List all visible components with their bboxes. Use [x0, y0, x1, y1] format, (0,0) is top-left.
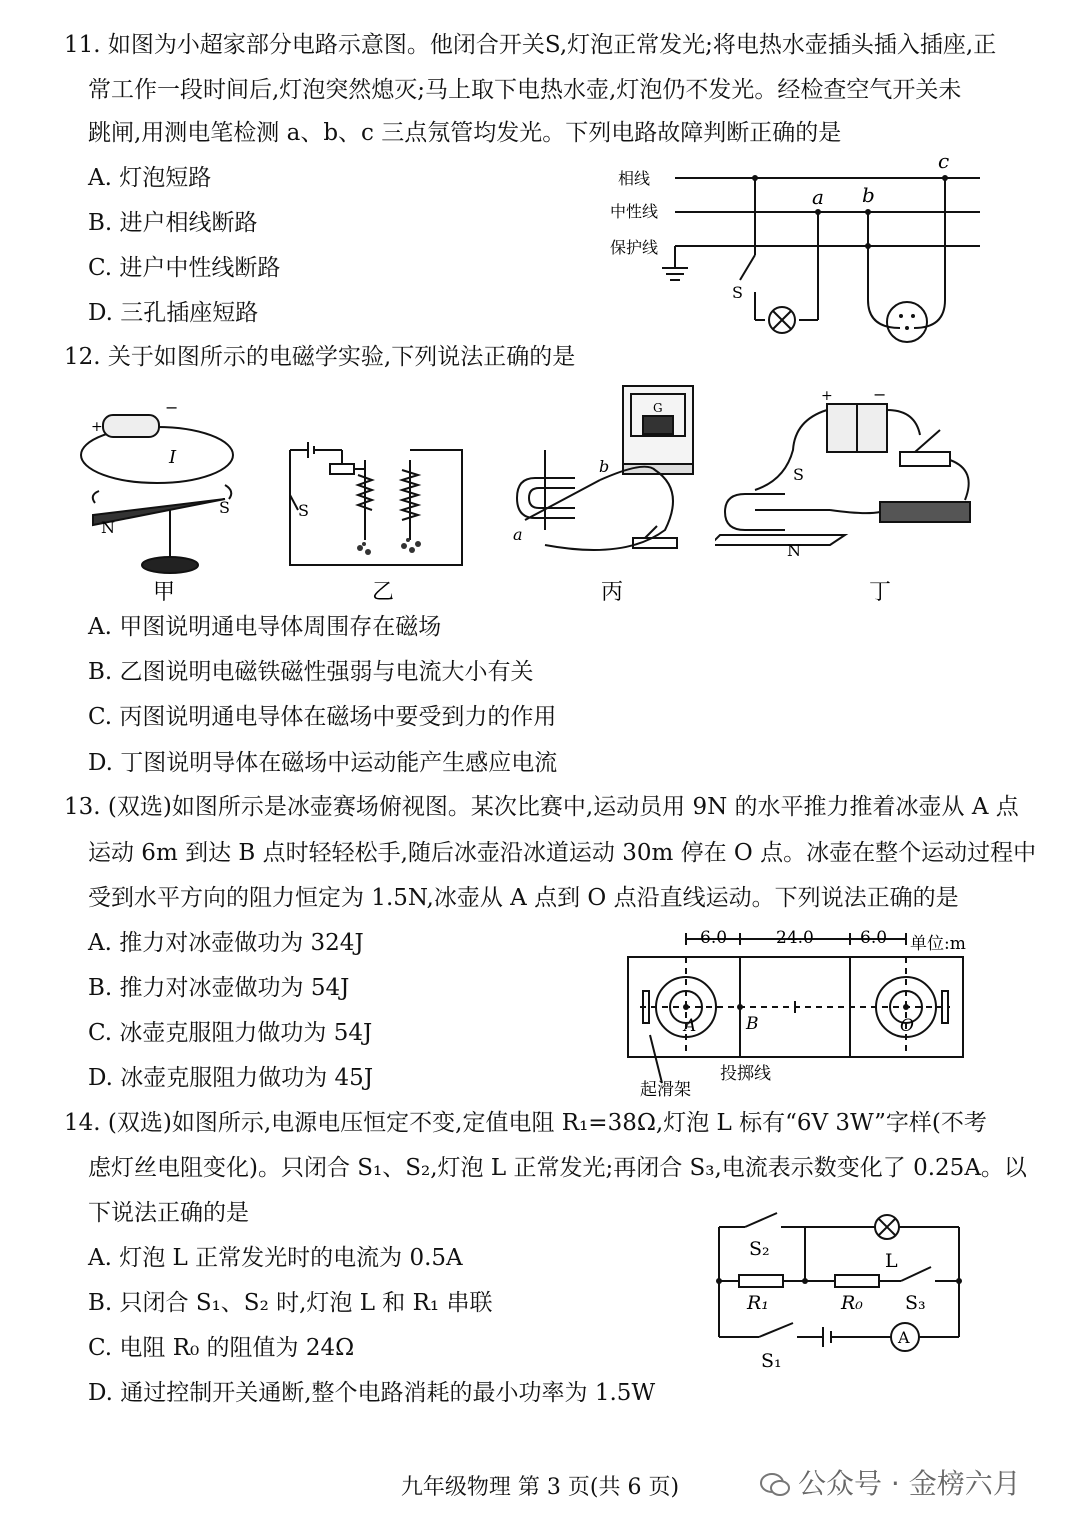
ding-south-label: S	[793, 465, 804, 484]
q11-option-a: A. 灯泡短路	[88, 165, 212, 191]
jia-south-label: S	[219, 498, 230, 517]
point-b-label: B	[746, 1014, 759, 1034]
ammeter-icon: A	[898, 1328, 910, 1347]
q14-option-b: B. 只闭合 S₁、S₂ 时,灯泡 L 和 R₁ 串联	[88, 1290, 493, 1316]
q12-figure-ding	[715, 390, 985, 605]
q11-circuit-figure	[600, 150, 1020, 350]
q11-option-d: D. 三孔插座短路	[88, 300, 259, 326]
point-a-label: a	[812, 185, 824, 209]
throw-line-label: 投掷线	[720, 1064, 771, 1084]
q12-option-d: D. 丁图说明导体在磁场中运动能产生感应电流	[88, 750, 558, 776]
start-frame-label: 起滑架	[640, 1080, 691, 1100]
jia-caption: 甲	[153, 580, 176, 605]
page-footer: 九年级物理 第 3 页(共 6 页)	[400, 1475, 680, 1500]
switch-s-label: S	[732, 283, 743, 302]
jia-minus-label: −	[165, 398, 179, 417]
q12-figure-yi	[280, 430, 470, 605]
neutral-wire-label: 中性线	[610, 202, 659, 221]
yi-switch-label: S	[298, 501, 309, 520]
q13-stem-line3: 受到水平方向的阻力恒定为 1.5N,冰壶从 A 点到 O 点沿直线运动。下列说法正确的是	[88, 885, 959, 911]
q14-option-c: C. 电阻 R₀ 的阻值为 24Ω	[88, 1335, 355, 1361]
q11-option-b: B. 进户相线断路	[88, 210, 258, 236]
q13-option-a: A. 推力对冰壶做功为 324J	[88, 930, 364, 956]
resistor-r1-label: R₁	[747, 1292, 769, 1314]
yi-caption: 乙	[372, 580, 395, 605]
q14-circuit-figure	[705, 1205, 975, 1375]
dimension-ab: 6.0	[700, 928, 728, 948]
live-wire-label: 相线	[618, 169, 651, 188]
bing-b-label: b	[599, 457, 610, 476]
switch-s2-label: S₂	[749, 1238, 770, 1260]
wechat-icon	[760, 1473, 790, 1497]
dimension-right: 6.0	[860, 928, 888, 948]
q12-figure-jia	[75, 395, 245, 605]
q13-stem-line1: 13. (双选)如图所示是冰壶赛场俯视图。某次比赛中,运动员用 9N 的水平推力推着冰壶从 A 点	[64, 794, 1019, 820]
switch-s3-label: S₃	[905, 1292, 926, 1314]
q11-stem-line2: 常工作一段时间后,灯泡突然熄灭;马上取下电热水壶,灯泡仍不发光。经检查空气开关未	[88, 77, 962, 103]
q12-option-b: B. 乙图说明电磁铁磁性强弱与电流大小有关	[88, 659, 534, 685]
q13-curling-figure	[620, 925, 1000, 1100]
ding-north-label: N	[787, 541, 801, 560]
q12-option-a: A. 甲图说明通电导体周围存在磁场	[88, 614, 442, 640]
q13-option-c: C. 冰壶克服阻力做功为 54J	[88, 1020, 373, 1046]
point-o-label: O	[900, 1016, 914, 1036]
q14-stem-line1: 14. (双选)如图所示,电源电压恒定不变,定值电阻 R₁=38Ω,灯泡 L 标有“6V 3W”字样(不考	[64, 1110, 987, 1136]
jia-north-label: N	[101, 518, 115, 537]
watermark-text: 公众号 · 金榜六月	[798, 1467, 1021, 1500]
point-a-label: A	[684, 1016, 697, 1036]
point-b-label: b	[862, 183, 875, 207]
q11-stem-line1: 11. 如图为小超家部分电路示意图。他闭合开关S,灯泡正常发光;将电热水壶插头插入插座,正	[64, 32, 997, 58]
unit-label: 单位:m	[910, 934, 966, 954]
lamp-l-label: L	[885, 1250, 898, 1272]
q11-stem-line3: 跳闸,用测电笔检测 a、b、c 三点氖管均发光。下列电路故障判断正确的是	[88, 120, 842, 146]
dimension-middle: 24.0	[776, 928, 814, 948]
ding-plus-label: +	[821, 390, 833, 404]
ding-caption: 丁	[869, 580, 892, 605]
q13-option-d: D. 冰壶克服阻力做功为 45J	[88, 1065, 374, 1091]
q13-stem-line2: 运动 6m 到达 B 点时轻轻松手,随后冰壶沿冰道运动 30m 停在 O 点。冰壶在整个运动过程中	[88, 840, 1037, 866]
q14-stem-line3: 下说法正确的是	[88, 1200, 249, 1226]
resistor-r0-label: R₀	[841, 1292, 863, 1314]
bing-a-label: a	[513, 525, 523, 544]
q14-stem-line2: 虑灯丝电阻变化)。只闭合 S₁、S₂,灯泡 L 正常发光;再闭合 S₃,电流表示数变化了 0.25A。以	[88, 1155, 1027, 1181]
bing-caption: 丙	[601, 580, 624, 605]
jia-plus-label: +	[91, 419, 103, 435]
switch-s1-label: S₁	[761, 1350, 782, 1372]
q14-option-d: D. 通过控制开关通断,整个电路消耗的最小功率为 1.5W	[88, 1380, 656, 1406]
q12-stem: 12. 关于如图所示的电磁学实验,下列说法正确的是	[64, 344, 576, 370]
q13-option-b: B. 推力对冰壶做功为 54J	[88, 975, 350, 1001]
ding-minus-label: −	[873, 390, 887, 404]
jia-current-label: I	[169, 447, 177, 468]
q12-option-c: C. 丙图说明通电导体在磁场中要受到力的作用	[88, 704, 557, 730]
q12-figure-bing	[505, 380, 715, 605]
bing-galvanometer-label: G	[653, 401, 663, 415]
q11-option-c: C. 进户中性线断路	[88, 255, 281, 281]
point-c-label: c	[938, 150, 950, 173]
q14-option-a: A. 灯泡 L 正常发光时的电流为 0.5A	[88, 1245, 463, 1271]
ground-wire-label: 保护线	[610, 238, 659, 257]
watermark	[760, 1462, 1021, 1502]
